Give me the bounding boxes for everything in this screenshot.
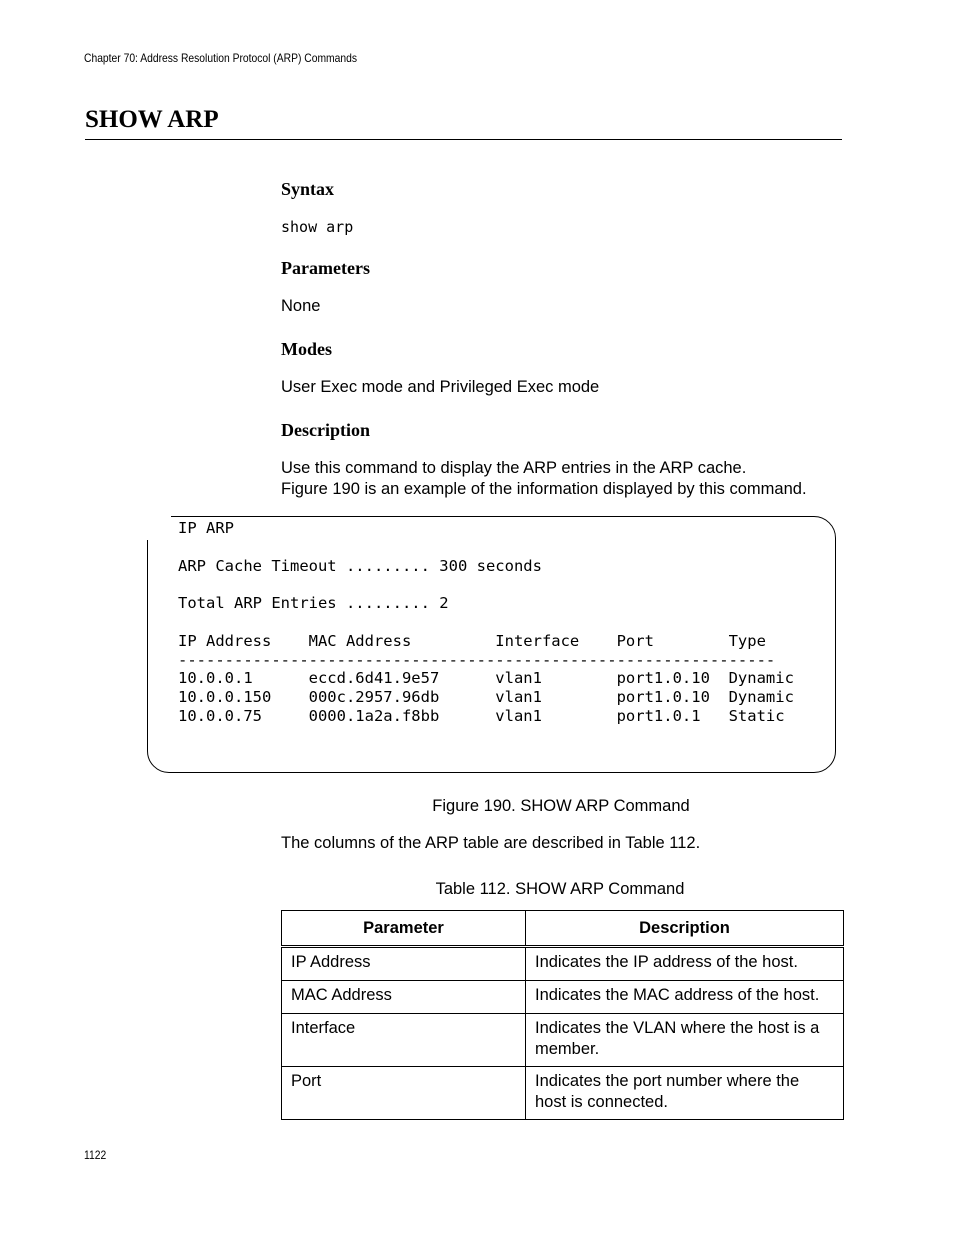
table-row [282,981,844,1014]
cli-line [178,613,794,632]
cell-description: Indicates the IP address of the host. [526,947,844,981]
table-row [282,1067,844,1120]
cell-description: Indicates the port number where the host is connected. [526,1067,844,1120]
syntax-heading: Syntax [281,179,335,199]
syntax-code: show arp [281,218,354,236]
parameters-text: None [281,297,321,315]
description-line-2: Figure 190 is an example of the information displayed by this command. [281,480,807,498]
cell-description: Indicates the VLAN where the host is a member. [526,1014,844,1067]
cli-line [178,538,794,557]
figure-caption: Figure 190. SHOW ARP Command [432,797,690,815]
cli-line [178,575,794,594]
description-heading: Description [281,420,370,440]
header-description: Description [526,911,844,947]
header-parameter: Parameter [282,911,526,947]
cli-line: 10.0.0.150 000c.2957.96db vlan1 port1.0.10 Dynamic [178,688,794,707]
parameters-heading: Parameters [281,258,370,278]
cli-line: ---------------------------------------------------------------- [178,650,776,669]
cli-line: IP ARP [178,519,234,537]
cli-line: Total ARP Entries ......... 2 [178,594,449,613]
cli-line: ARP Cache Timeout ......... 300 seconds [178,556,542,575]
table-intro-text: The columns of the ARP table are described in Table 112. [281,834,701,852]
table-row [282,1014,844,1067]
cli-line: 10.0.0.1 eccd.6d41.9e57 vlan1 port1.0.10 Dynamic [178,669,794,688]
page-title: SHOW ARP [85,106,219,133]
cell-parameter: IP Address [282,947,526,981]
parameter-table [281,910,844,1120]
cell-parameter: Port [282,1067,526,1120]
description-line-1: Use this command to display the ARP entries in the ARP cache. [281,459,747,477]
cell-parameter: MAC Address [282,981,526,1014]
cell-parameter: Interface [282,1014,526,1067]
modes-heading: Modes [281,339,332,359]
table-caption: Table 112. SHOW ARP Command [435,880,685,898]
cell-description: Indicates the MAC address of the host. [526,981,844,1014]
cli-output-box [147,516,836,773]
cli-output [178,519,794,726]
page-number: 1122 [84,1148,107,1162]
modes-text: User Exec mode and Privileged Exec mode [281,378,600,396]
table-header-row [282,911,844,947]
running-header: Chapter 70: Address Resolution Protocol (ARP) Commands [84,51,358,65]
title-divider [85,139,842,140]
cli-line: IP Address MAC Address Interface Port Type [178,631,766,650]
table-row [282,947,844,981]
cli-line: 10.0.0.75 0000.1a2a.f8bb vlan1 port1.0.1 Static [178,706,785,725]
